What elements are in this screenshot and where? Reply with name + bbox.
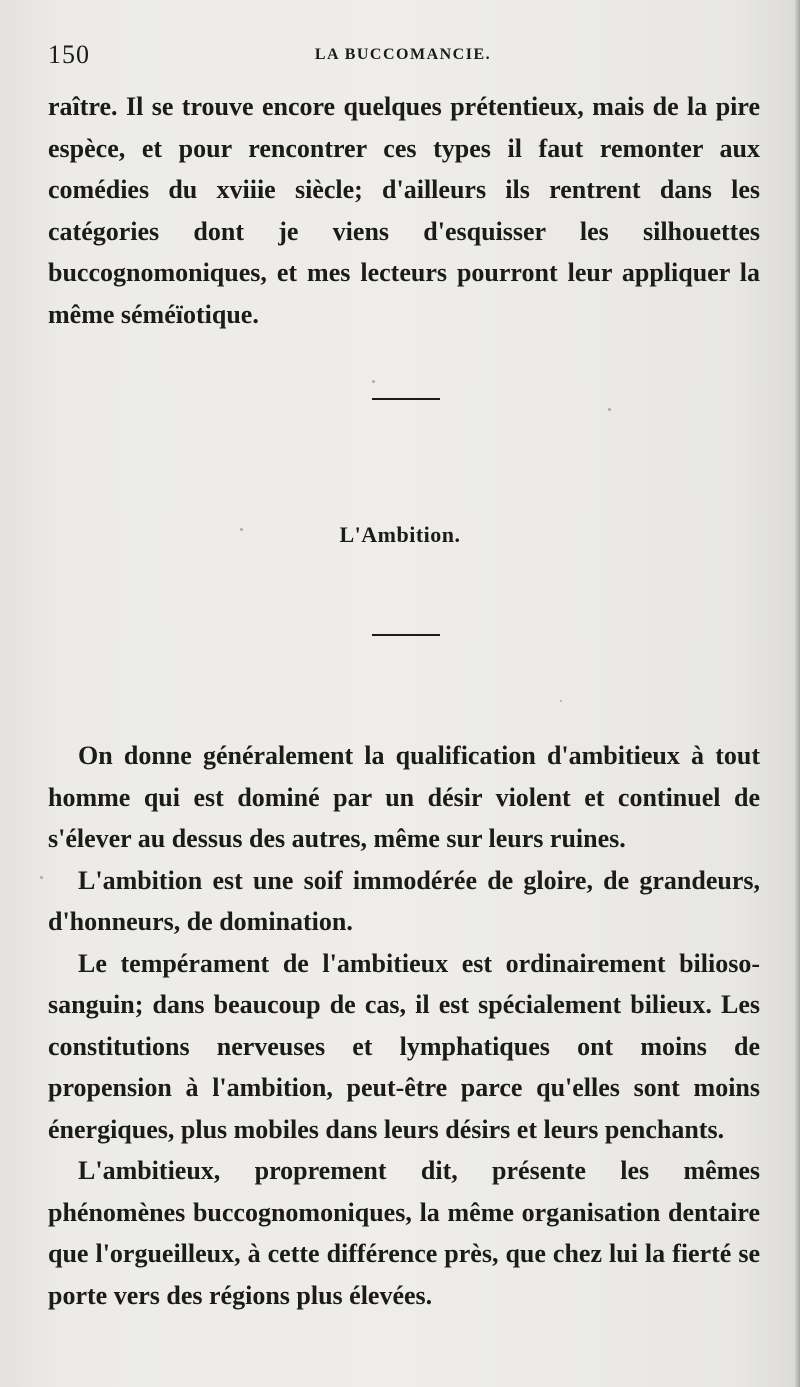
paragraph: Le tempérament de l'ambitieux est ordinairement bilioso-sanguin; dans beaucoup de cas, il est spécialement bilieux. Les constitutions nerveuses et lymphatiques ont moins de propension à l'ambition, peut-être parce qu'elles sont moins énergiques, plus mobiles dans leurs désirs et leurs penchants. [48,948,760,1144]
page-number: 150 [48,40,90,69]
divider-rule [372,634,440,636]
ink-speck [560,700,562,702]
continuation-text [48,86,760,335]
section-title: L'Ambition. [339,522,461,547]
divider-rule [372,398,440,400]
ink-speck [40,876,43,879]
page-header [48,40,758,74]
section-body [48,735,760,1316]
paragraph: L'ambitieux, proprement dit, présente les mêmes phénomènes buccognomoniques, la même organisation dentaire que l'orgueilleux, à cette différence près, que chez lui la fierté se porte vers des régions plus élevées. [48,1156,760,1310]
running-title: LA BUCCOMANCIE. [314,46,492,63]
paragraph: raître. Il se trouve encore quelques prétentieux, mais de la pire espèce, et pour rencontrer ces types il faut remonter aux comédies du xviiie siècle; d'ailleurs ils rentrent dans les catégories dont je viens d'esquisser les silhouettes buccognomoniques, et mes lecteurs pourront leur appliquer la même séméïotique. [48,92,760,329]
ink-speck [240,528,243,531]
paragraph: On donne généralement la qualification d'ambitieux à tout homme qui est dominé par un désir violent et continuel de s'élever au dessus des autres, même sur leurs ruines. [48,741,760,853]
ink-speck [372,380,375,383]
ink-speck [608,408,611,411]
paragraph: L'ambition est une soif immodérée de gloire, de grandeurs, d'honneurs, de domination. [48,865,760,936]
